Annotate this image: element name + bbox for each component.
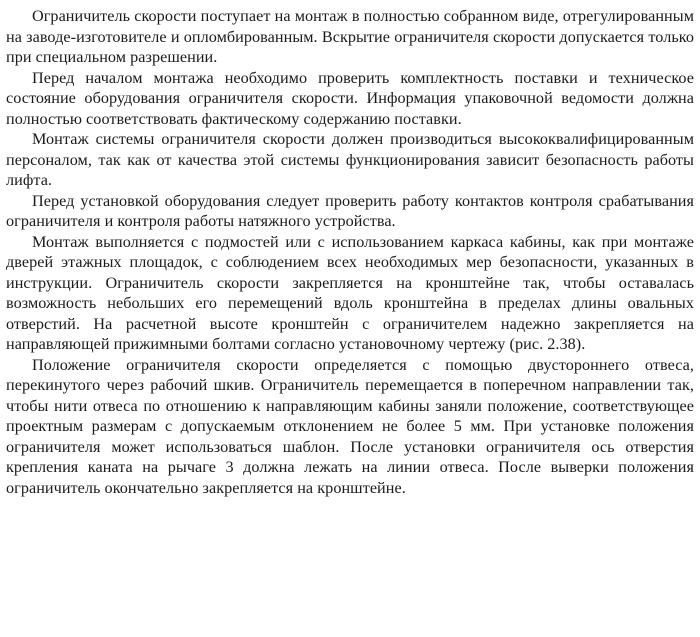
paragraph: Монтаж системы ограничителя скорости должен производиться высококвалифицированным персоналом, так как от качества этой системы функционирования зависит безопасность работы лифта. (6, 130, 694, 189)
document-page (6, 6, 694, 498)
paragraph: Перед установкой оборудования следует проверить работу контактов контроля срабатывания ограничителя и контроля работы натяжного устройства. (6, 191, 694, 230)
paragraph: Ограничитель скорости поступает на монтаж в полностью собранном виде, отрегулированным на заводе-изготовителе и опломбированным. Вскрытие ограничителя скорости допускается только при специальном разрешении. (6, 7, 694, 66)
paragraph: Положение ограничителя скорости определяется с помощью двустороннего отвеса, перекинутого через рабочий шкив. Ограничитель перемещается в поперечном направлении так, чтобы нити отвеса по отношению к направляющим кабины заняли положение, соответствующее проектным размерам с допускаемым отклонением не более 5 мм. При установке положения ограничителя может использоваться шаблон. После установки ограничителя ось отверстия крепления каната на рычаге 3 должна лежать на линии отвеса. После выверки положения ограничитель окончательно закрепляется на кронштейне. (6, 355, 694, 497)
paragraph: Перед началом монтажа необходимо проверить комплектность поставки и техническое состояние оборудования ограничителя скорости. Информация упаковочной ведомости должна полностью соответствовать фактическому содержанию поставки. (6, 68, 694, 128)
paragraph: Монтаж выполняется с подмостей или с использованием каркаса кабины, как при монтаже дверей этажных площадок, с соблюдением всех необходимых мер безопасности, указанных в инструкции. Ограничитель скорости закрепляется на кронштейне так, чтобы оставалась возможность небольших его перемещений вдоль кронштейна в пределах длины овальных отверстий. На расчетной высоте кронштейн с ограничителем надежно закрепляется на направляющей прижимными болтами согласно установочному чертежу (рис. 2.38). (6, 232, 694, 353)
